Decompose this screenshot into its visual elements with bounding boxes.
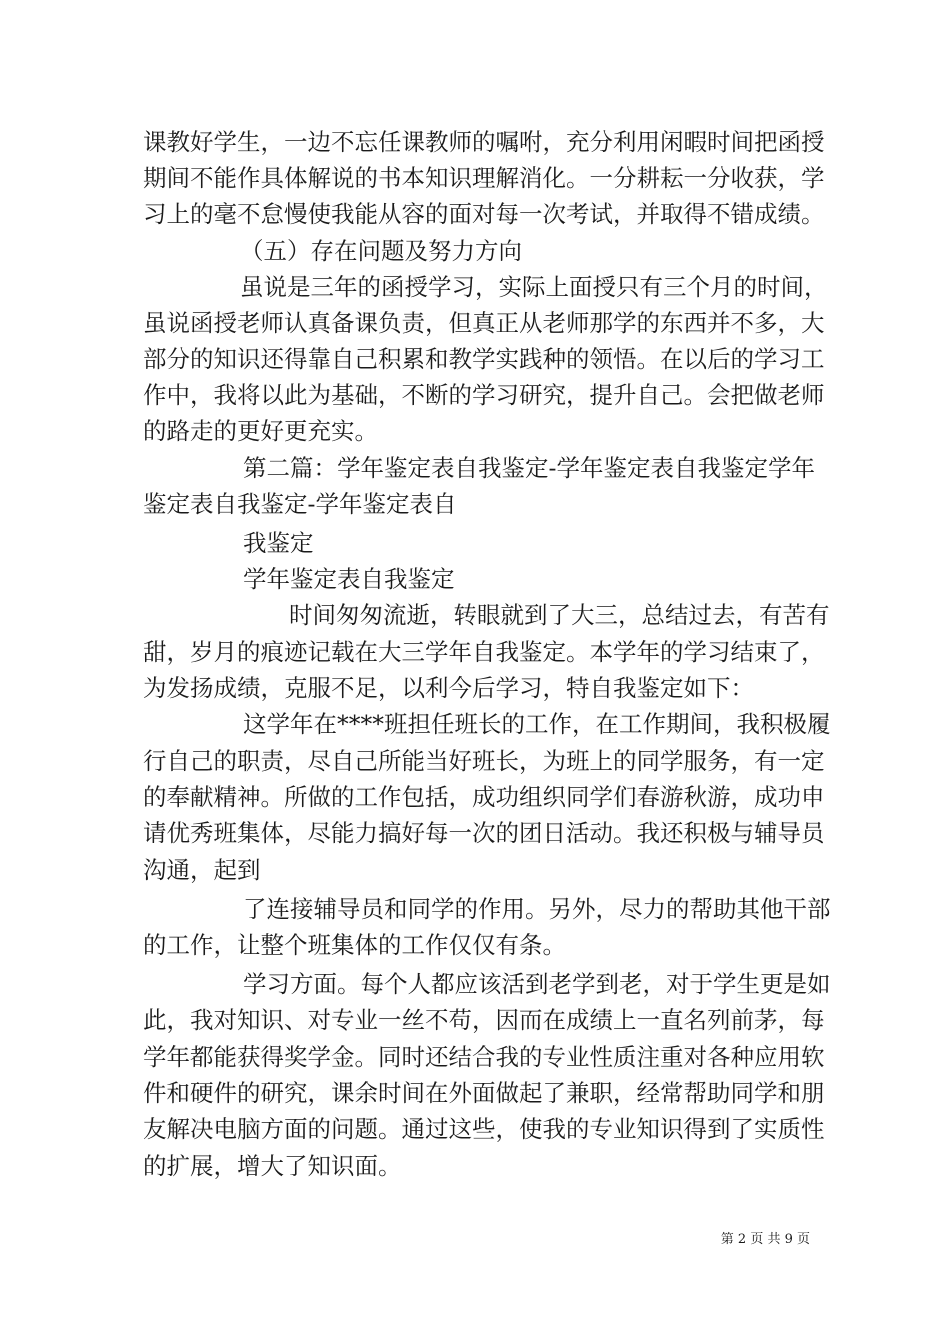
text-line: 的扩展，增大了知识面。 <box>143 1152 402 1180</box>
text-line: 这学年在****班担任班长的工作，在工作期间，我积极履 <box>243 710 831 738</box>
text-line: 为发扬成绩，克服不足，以利今后学习，特自我鉴定如下： <box>143 674 754 702</box>
text-line: 友解决电脑方面的问题。通过这些，使我的专业知识得到了实质性 <box>143 1115 825 1143</box>
text-line: 时间匆匆流逝，转眼就到了大三，总结过去，有苦有 <box>289 601 830 629</box>
chapter-title: 第二篇：学年鉴定表自我鉴定-学年鉴定表自我鉴定学年 <box>243 454 815 482</box>
text-line: 部分的知识还得靠自己积累和教学实践种的领悟。在以后的学习工 <box>143 345 825 373</box>
text-line: 我鉴定 <box>243 529 314 557</box>
page-number: 第 2 页 共 9 页 <box>720 1232 810 1247</box>
text-line: 甜，岁月的痕迹记载在大三学年自我鉴定。本学年的学习结束了， <box>143 638 825 666</box>
text-line: 了连接辅导员和同学的作用。另外，尽力的帮助其他干部 <box>243 895 831 923</box>
text-line: 此，我对知识、对专业一丝不苟，因而在成绩上一直名列前茅，每 <box>143 1006 825 1034</box>
text-line: 学年都能获得奖学金。同时还结合我的专业性质注重对各种应用软 <box>143 1043 825 1071</box>
text-line: 作中，我将以此为基础，不断的学习研究，提升自己。会把做老师 <box>143 381 825 409</box>
chapter-title: 鉴定表自我鉴定-学年鉴定表自 <box>143 490 457 518</box>
text-line: 虽说是三年的函授学习，实际上面授只有三个月的时间， <box>240 273 828 301</box>
text-line: 的工作，让整个班集体的工作仅仅有条。 <box>143 931 566 959</box>
text-line: 学习方面。每个人都应该活到老学到老，对于学生更是如 <box>243 970 831 998</box>
section-heading: 学年鉴定表自我鉴定 <box>243 565 455 593</box>
text-line: 行自己的职责，尽自己所能当好班长，为班上的同学服务，有一定 <box>143 747 825 775</box>
text-line: 习上的毫不怠慢使我能从容的面对每一次考试，并取得不错成绩。 <box>143 200 825 228</box>
text-line: 请优秀班集体，尽能力搞好每一次的团日活动。我还积极与辅导员 <box>143 819 825 847</box>
text-line: 的奉献精神。所做的工作包括，成功组织同学们春游秋游，成功申 <box>143 783 825 811</box>
text-line: 课教好学生，一边不忘任课教师的嘱咐，充分利用闲暇时间把函授 <box>143 128 825 156</box>
text-line: 沟通，起到 <box>143 856 261 884</box>
text-line: 期间不能作具体解说的书本知识理解消化。一分耕耘一分收获，学 <box>143 164 825 192</box>
text-line: 的路走的更好更充实。 <box>143 417 378 445</box>
text-line: 虽说函授老师认真备课负责，但真正从老师那学的东西并不多，大 <box>143 309 825 337</box>
text-line: 件和硬件的研究，课余时间在外面做起了兼职，经常帮助同学和朋 <box>143 1079 825 1107</box>
section-heading: （五）存在问题及努力方向 <box>240 237 522 265</box>
